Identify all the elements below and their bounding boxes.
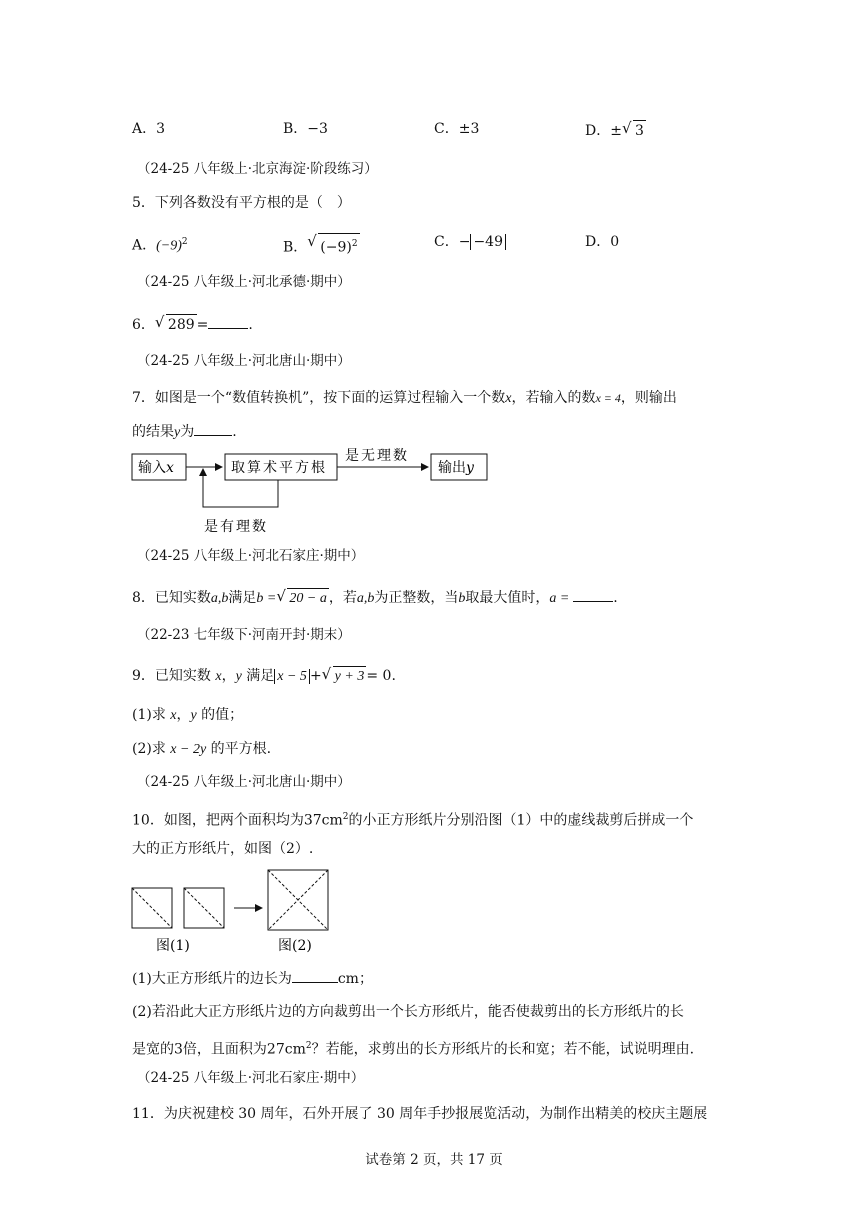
question-text: 为庆祝建校 30 周年，石外开展了 30 周年手抄报展览活动，为制作出精美的校庆主题展 (163, 1106, 708, 1122)
plus-minus: ± (610, 123, 622, 139)
page-footer: 试卷第 2 页，共 17 页 (365, 1152, 503, 1168)
option-letter: A． (132, 237, 157, 254)
superscript: 2 (342, 812, 349, 822)
question-number: 5． (132, 195, 155, 211)
period: . (248, 317, 253, 333)
var-x: x (505, 391, 512, 406)
q5-option-c (434, 233, 506, 251)
option-letter: D． (585, 234, 611, 250)
option-letter: B． (283, 239, 308, 256)
q10-line1 (132, 808, 693, 830)
q5-option-d (585, 233, 619, 251)
output-box-text: 输出y (438, 460, 474, 476)
irrational-label: 是无理数 (345, 448, 409, 464)
area: 27cm (266, 1041, 306, 1058)
option-value: −3 (307, 121, 328, 137)
q6-source: （24-25 八年级上·河北承德·期中） (137, 274, 351, 290)
sqrt-expression (307, 233, 359, 257)
q5-source: （24-25 八年级上·北京海淀·阶段练习） (137, 161, 378, 177)
area: 37cm (303, 812, 343, 829)
q10-source: （24-25 八年级上·河北唐山·期中） (137, 774, 351, 790)
text: 如图是一个“数值转换机”，按下面的运算过程输入一个数 (154, 390, 506, 406)
option-exponent: 2 (181, 237, 188, 247)
text: ，若 (328, 590, 357, 606)
q6-stem (132, 314, 253, 334)
text: (1)大正方形纸片的边长为 (132, 971, 292, 987)
condition: x = 4 (595, 391, 621, 405)
option-letter: B． (283, 121, 308, 137)
radical-sign: √ (321, 665, 332, 683)
lhs: b = (256, 591, 277, 606)
q10-part2-line1: (2)若沿此大正方形纸片边的方向裁剪出一个长方形纸片，能否使裁剪出的长方形纸片的长 (132, 1004, 684, 1020)
q4-option-a (132, 120, 165, 138)
radical-sign: √ (621, 119, 632, 137)
vars: a,b (356, 591, 375, 606)
absolute-value: x − 5 (274, 669, 310, 684)
q7-line1 (132, 389, 677, 408)
radicand: y + 3 (333, 666, 367, 686)
text: 为 (180, 424, 195, 440)
text: 的小正方形纸片分别沿图（1）中的虚线裁剪后拼成一个 (348, 812, 694, 829)
q4-option-c (434, 120, 479, 138)
loop-line (203, 480, 278, 507)
option-value: 3 (156, 121, 166, 137)
text: 取最大值时， (465, 590, 550, 606)
q8-source: （24-25 八年级上·河北石家庄·期中） (137, 548, 365, 564)
absolute-value: −49 (470, 234, 506, 250)
minus-sign: − (458, 234, 471, 250)
small-square-2 (184, 888, 224, 928)
answer-blank[interactable] (573, 587, 613, 602)
q5-option-a (132, 233, 188, 256)
period: . (391, 668, 396, 684)
text: 倍，且面积为 (182, 1041, 267, 1058)
superscript: 2 (305, 1041, 312, 1051)
text: ，则输出 (620, 390, 677, 406)
q7-source: （24-25 八年级上·河北唐山·期中） (137, 353, 351, 369)
unit: cm (337, 971, 359, 987)
question-number: 8． (132, 590, 155, 606)
q8-stem (132, 587, 618, 608)
answer-blank[interactable] (194, 421, 232, 436)
var-x: x (170, 708, 177, 723)
radicand: 3 (633, 120, 646, 140)
radical-sign: √ (276, 587, 286, 605)
q10-line2: 大的正方形纸片，如图（2）. (132, 841, 314, 857)
answer-blank[interactable] (208, 314, 248, 329)
ask: a = (549, 591, 570, 606)
radical-sign: √ (154, 313, 165, 331)
radicand: 20 − a (287, 588, 328, 608)
q5-stem (132, 194, 351, 212)
text: 满足 (228, 590, 257, 606)
sqrt-expression (155, 314, 197, 334)
answer-blank[interactable] (292, 968, 338, 983)
text: ？若能，求剪出的长方形纸片的长和宽；若不能，试说明理由. (311, 1041, 695, 1058)
plus-sign: + (309, 668, 322, 684)
q10-part2-line2 (132, 1037, 694, 1059)
radicand: (−9) (320, 239, 352, 256)
dashed-cut-1 (132, 888, 172, 928)
dashed-cut-2 (184, 888, 224, 928)
text: 的值； (196, 707, 244, 723)
text: ，若输入的数 (511, 390, 596, 406)
equals-sign: = (196, 317, 209, 333)
option-letter: A． (132, 121, 157, 137)
option-letter: D． (585, 123, 611, 139)
question-number: 10． (132, 812, 164, 829)
sqrt-expression (276, 588, 328, 608)
radicand-exponent: 2 (351, 239, 358, 249)
text: (2)求 (132, 741, 171, 757)
q11-source: （24-25 八年级上·河北石家庄·期中） (137, 1070, 365, 1086)
q9-part1 (132, 706, 243, 725)
text: (1)求 (132, 707, 171, 723)
var-b: b (458, 591, 466, 606)
figure-1-caption: 图(1) (156, 938, 190, 954)
period: . (232, 424, 237, 440)
text: ， (221, 668, 236, 684)
var-y: y (235, 669, 242, 684)
q5-option-b (283, 233, 360, 257)
text: 满足 (241, 668, 275, 684)
text: ； (358, 971, 373, 987)
q11-stem (132, 1105, 707, 1123)
period: . (613, 590, 618, 606)
process-box-text: 取算术平方根 (231, 460, 327, 476)
figure-2-caption: 图(2) (278, 938, 312, 954)
rational-label: 是有理数 (204, 519, 268, 535)
option-base: (−9) (156, 238, 182, 254)
text: 的平方根. (206, 741, 272, 757)
sqrt-expression (622, 120, 646, 140)
q4-option-b (283, 120, 328, 138)
var-x: x (215, 669, 222, 684)
q4-option-d (585, 120, 646, 140)
q10-figures (128, 866, 338, 956)
question-number: 6． (132, 317, 155, 333)
expression: x − 2y (170, 742, 207, 757)
small-square-1 (132, 888, 172, 928)
q7-line2 (132, 421, 237, 442)
option-letter: C． (434, 121, 459, 137)
text: 是宽的 (132, 1041, 174, 1058)
radical-sign: √ (307, 232, 317, 250)
sqrt-expression (322, 666, 367, 686)
question-number: 11． (132, 1106, 164, 1122)
var-y: y (174, 425, 181, 440)
question-number: 7． (132, 390, 155, 406)
q7-flow-diagram (128, 445, 498, 540)
text: 如图，把两个面积均为 (163, 812, 304, 829)
radicand-wrap (318, 233, 359, 257)
option-value: 0 (610, 234, 620, 250)
q9-stem (132, 666, 396, 686)
number: 3 (174, 1041, 183, 1058)
q9-part2 (132, 740, 271, 759)
radicand: 289 (166, 314, 197, 334)
text: 为正整数，当 (374, 590, 459, 606)
vars: a,b (210, 591, 229, 606)
text: 已知实数 (154, 590, 211, 606)
option-value: ±3 (458, 121, 480, 137)
input-box-text: 输入x (138, 460, 174, 476)
option-letter: C． (434, 234, 459, 250)
q10-part1 (132, 968, 373, 988)
text: 的结果 (132, 424, 174, 440)
question-text: 下列各数没有平方根的是（ ） (154, 195, 351, 211)
rhs: = 0 (366, 668, 392, 684)
text: 已知实数 (154, 668, 216, 684)
text: ， (176, 707, 191, 723)
question-number: 9． (132, 668, 155, 684)
var-y: y (190, 708, 197, 723)
q9-source: （22-23 七年级下·河南开封·期末） (137, 627, 351, 643)
